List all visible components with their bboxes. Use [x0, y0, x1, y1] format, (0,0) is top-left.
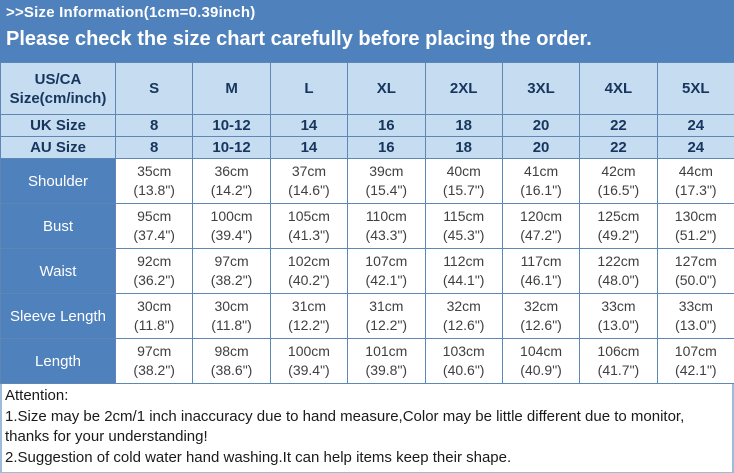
table-cell: 18	[425, 115, 502, 137]
cm-value: 125cm	[597, 208, 640, 224]
cm-value: 106cm	[597, 343, 640, 359]
inch-value: (12.6")	[520, 317, 562, 333]
table-cell: 22	[580, 137, 657, 159]
inch-value: (42.1")	[675, 362, 717, 378]
cm-value: 32cm	[523, 298, 559, 314]
cm-value: 95cm	[137, 208, 172, 224]
inch-value: (41.7")	[597, 362, 640, 378]
table-cell: 16	[348, 115, 425, 137]
inch-value: (17.3")	[675, 182, 717, 198]
cm-value: 103cm	[442, 343, 485, 359]
inch-value: (45.3")	[442, 227, 485, 243]
table-cell	[502, 204, 579, 249]
row-label-au-size: AU Size	[1, 137, 116, 159]
column-header-m: M	[193, 63, 270, 115]
table-cell	[657, 249, 734, 294]
table-cell: 10-12	[193, 137, 270, 159]
table-cell: 8	[116, 137, 193, 159]
table-cell: 20	[502, 137, 579, 159]
cm-value: 42cm	[601, 163, 636, 179]
inch-value: (11.8")	[211, 317, 252, 333]
table-cell	[193, 294, 270, 339]
table-cell	[116, 294, 193, 339]
row-label-waist: Waist	[1, 249, 116, 294]
table-cell	[580, 294, 657, 339]
cm-value: 30cm	[137, 298, 172, 314]
inch-value: (38.2")	[133, 362, 175, 378]
table-cell	[270, 249, 347, 294]
inch-value: (39.4")	[210, 227, 253, 243]
table-header-row	[1, 63, 734, 115]
table-cell	[348, 159, 425, 204]
table-cell	[425, 339, 502, 384]
cm-value: 92cm	[137, 253, 172, 269]
table-row-shoulder	[1, 159, 734, 204]
table-cell	[193, 249, 270, 294]
cm-value: 104cm	[520, 343, 563, 359]
row-label-shoulder: Shoulder	[1, 159, 116, 204]
table-cell	[657, 339, 734, 384]
table-cell	[116, 204, 193, 249]
inch-value: (12.2")	[288, 317, 330, 333]
table-cell	[193, 204, 270, 249]
table-cell	[193, 159, 270, 204]
cm-value: 98cm	[214, 343, 249, 359]
cm-value: 33cm	[601, 298, 636, 314]
table-row-au-size	[1, 137, 734, 159]
inch-value: (48.0")	[597, 272, 640, 288]
cm-value: 31cm	[369, 298, 404, 314]
table-row-uk-size	[1, 115, 734, 137]
table-cell: 8	[116, 115, 193, 137]
cm-value: 122cm	[597, 253, 640, 269]
cm-value: 100cm	[210, 208, 253, 224]
table-row-bust	[1, 204, 734, 249]
table-cell	[348, 339, 425, 384]
table-cell: 16	[348, 137, 425, 159]
row-label-sleeve-length: Sleeve Length	[1, 294, 116, 339]
table-cell	[502, 159, 579, 204]
inch-value: (13.0")	[675, 317, 717, 333]
table-cell	[270, 159, 347, 204]
table-cell	[580, 249, 657, 294]
table-cell: 18	[425, 137, 502, 159]
inch-value: (38.6")	[210, 362, 253, 378]
table-cell	[580, 159, 657, 204]
inch-value: (46.1")	[520, 272, 562, 288]
table-cell	[116, 159, 193, 204]
table-cell: 24	[657, 115, 734, 137]
inch-value: (14.6")	[288, 182, 330, 198]
cm-value: 101cm	[365, 343, 408, 359]
inch-value: (39.4")	[288, 362, 330, 378]
cm-value: 127cm	[674, 253, 717, 269]
table-cell	[348, 204, 425, 249]
cm-value: 130cm	[674, 208, 717, 224]
inch-value: (42.1")	[365, 272, 408, 288]
cm-value: 105cm	[287, 208, 330, 224]
table-cell	[657, 294, 734, 339]
cm-value: 117cm	[520, 253, 562, 269]
cm-value: 33cm	[678, 298, 713, 314]
cm-value: 110cm	[365, 208, 407, 224]
cm-value: 102cm	[287, 253, 330, 269]
inch-value: (13.0")	[597, 317, 640, 333]
inch-value: (49.2")	[597, 227, 640, 243]
cm-value: 37cm	[291, 163, 327, 179]
table-cell	[270, 294, 347, 339]
inch-value: (40.2")	[288, 272, 330, 288]
attention-note-1-line-1: 1.Size may be 2cm/1 inch inaccuracy due to hand measure,Color may be little different due to monitor,	[5, 407, 685, 425]
column-header-xl: XL	[348, 63, 425, 115]
row-label-length: Length	[1, 339, 116, 384]
table-cell	[502, 294, 579, 339]
cm-value: 107cm	[365, 253, 408, 269]
inch-value: (14.2")	[210, 182, 253, 198]
inch-value: (15.7")	[442, 182, 485, 198]
column-header-s: S	[116, 63, 193, 115]
banner-title: >>Size Information(1cm=0.39inch)	[6, 4, 256, 21]
row-label-bust: Bust	[1, 204, 116, 249]
table-cell: 10-12	[193, 115, 270, 137]
attention-note-1-line-2: thanks for your understanding!	[5, 428, 208, 445]
corner-header-line2: Size(cm/inch)	[9, 89, 107, 107]
inch-value: (12.2")	[365, 317, 408, 333]
inch-value: (16.1")	[520, 182, 562, 198]
table-cell	[193, 339, 270, 384]
cm-value: 32cm	[446, 298, 481, 314]
table-cell: 20	[502, 115, 579, 137]
table-cell: 14	[270, 137, 347, 159]
table-cell	[502, 339, 579, 384]
cm-value: 100cm	[287, 343, 330, 359]
table-row-waist	[1, 249, 734, 294]
cm-value: 115cm	[443, 208, 485, 224]
table-cell: 24	[657, 137, 734, 159]
table-cell	[270, 204, 347, 249]
table-cell	[425, 159, 502, 204]
table-cell	[348, 294, 425, 339]
size-chart-table	[0, 62, 734, 384]
inch-value: (39.8")	[365, 362, 408, 378]
inch-value: (43.3")	[365, 227, 408, 243]
attention-note-2: 2.Suggestion of cold water hand washing.It can help items keep their shape.	[5, 448, 512, 466]
table-row-length	[1, 339, 734, 384]
column-header-3xl: 3XL	[502, 63, 579, 115]
cm-value: 31cm	[291, 298, 327, 314]
column-header-5xl: 5XL	[657, 63, 734, 115]
table-cell	[425, 249, 502, 294]
inch-value: (38.2")	[210, 272, 253, 288]
column-header-4xl: 4XL	[580, 63, 657, 115]
cm-value: 41cm	[523, 163, 559, 179]
inch-value: (12.6")	[442, 317, 485, 333]
cm-value: 112cm	[443, 253, 485, 269]
inch-value: (13.8")	[133, 182, 175, 198]
inch-value: (36.2")	[133, 272, 175, 288]
inch-value: (50.0")	[675, 272, 717, 288]
table-cell	[425, 294, 502, 339]
banner-subtitle: Please check the size chart carefully before placing the order.	[6, 28, 592, 50]
inch-value: (11.8")	[133, 317, 175, 333]
cm-value: 107cm	[674, 343, 717, 359]
table-cell: 14	[270, 115, 347, 137]
corner-header-cell	[1, 63, 116, 115]
table-cell	[502, 249, 579, 294]
table-cell	[425, 204, 502, 249]
table-cell	[270, 339, 347, 384]
table-cell: 22	[580, 115, 657, 137]
table-cell	[348, 249, 425, 294]
inch-value: (41.3")	[288, 227, 330, 243]
inch-value: (16.5")	[597, 182, 640, 198]
cm-value: 97cm	[214, 253, 249, 269]
corner-header-line1: US/CA	[34, 70, 82, 88]
cm-value: 44cm	[678, 163, 713, 179]
table-cell	[657, 204, 734, 249]
row-label-uk-size: UK Size	[1, 115, 116, 137]
table-cell	[657, 159, 734, 204]
inch-value: (37.4")	[133, 227, 175, 243]
inch-value: (40.6")	[442, 362, 485, 378]
inch-value: (40.9")	[520, 362, 562, 378]
cm-value: 30cm	[214, 298, 249, 314]
inch-value: (47.2")	[520, 227, 562, 243]
column-header-l: L	[270, 63, 347, 115]
cm-value: 97cm	[137, 343, 172, 359]
banner	[0, 0, 734, 62]
inch-value: (51.2")	[675, 227, 717, 243]
inch-value: (15.4")	[365, 182, 408, 198]
table-cell	[116, 339, 193, 384]
table-row-sleeve-length	[1, 294, 734, 339]
cm-value: 120cm	[520, 208, 563, 224]
table-cell	[116, 249, 193, 294]
attention-title: Attention:	[5, 387, 69, 404]
cm-value: 39cm	[369, 163, 404, 179]
cm-value: 40cm	[446, 163, 481, 179]
table-cell	[580, 204, 657, 249]
attention-notes	[0, 384, 734, 473]
cm-value: 36cm	[214, 163, 249, 179]
column-header-2xl: 2XL	[425, 63, 502, 115]
inch-value: (44.1")	[442, 272, 485, 288]
cm-value: 35cm	[137, 163, 172, 179]
table-cell	[580, 339, 657, 384]
